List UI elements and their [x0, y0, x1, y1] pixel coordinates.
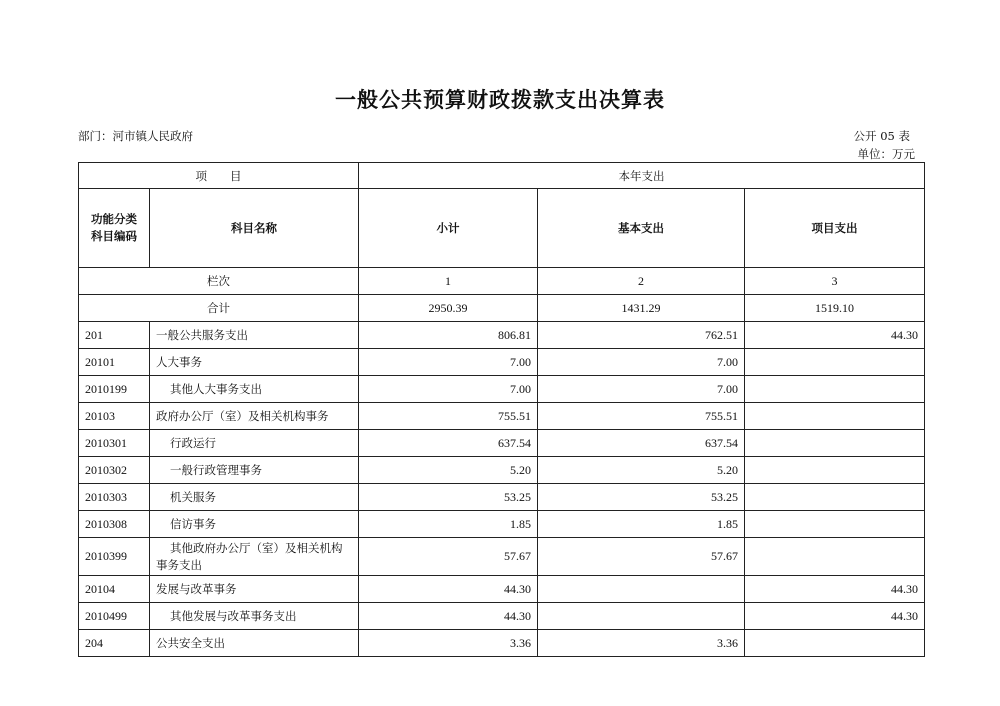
row-code: 201 — [79, 322, 150, 349]
row-code: 2010303 — [79, 484, 150, 511]
row-project — [745, 376, 925, 403]
table-row — [79, 430, 925, 457]
row-subtotal: 7.00 — [359, 349, 538, 376]
column-index-1: 1 — [359, 268, 538, 295]
row-name: 政府办公厅（室）及相关机构事务 — [150, 403, 359, 430]
column-index-label: 栏次 — [79, 268, 359, 295]
row-code: 204 — [79, 630, 150, 657]
row-project — [745, 630, 925, 657]
table-row — [79, 349, 925, 376]
row-project: 44.30 — [745, 603, 925, 630]
row-subtotal: 637.54 — [359, 430, 538, 457]
row-name: 一般公共服务支出 — [150, 322, 359, 349]
row-code: 2010302 — [79, 457, 150, 484]
row-name-line-2: 事务支出 — [156, 557, 202, 572]
row-basic — [538, 576, 745, 603]
row-code: 2010308 — [79, 511, 150, 538]
row-project: 44.30 — [745, 322, 925, 349]
row-project: 44.30 — [745, 576, 925, 603]
row-name: 其他人大事务支出 — [150, 376, 359, 403]
row-project — [745, 538, 925, 576]
row-name: 一般行政管理事务 — [150, 457, 359, 484]
row-subtotal: 755.51 — [359, 403, 538, 430]
form-number: 公开 05 表 — [853, 129, 910, 143]
row-subtotal: 3.36 — [359, 630, 538, 657]
row-project — [745, 484, 925, 511]
table-row — [79, 630, 925, 657]
row-name-line-1: 其他政府办公厅（室）及相关机构 — [170, 540, 343, 555]
row-subtotal: 5.20 — [359, 457, 538, 484]
row-basic: 5.20 — [538, 457, 745, 484]
row-subtotal: 44.30 — [359, 603, 538, 630]
row-basic: 755.51 — [538, 403, 745, 430]
table-row — [79, 538, 925, 576]
row-code: 2010399 — [79, 538, 150, 576]
header-name: 科目名称 — [150, 189, 359, 268]
table-row — [79, 457, 925, 484]
row-project — [745, 430, 925, 457]
department-label: 部门：河市镇人民政府 — [78, 129, 193, 143]
row-code: 2010301 — [79, 430, 150, 457]
header-code: 功能分类 科目编码 — [79, 189, 150, 268]
header-basic: 基本支出 — [538, 189, 745, 268]
column-index-row — [79, 268, 925, 295]
table-row — [79, 484, 925, 511]
row-project — [745, 457, 925, 484]
row-basic — [538, 603, 745, 630]
table-row — [79, 603, 925, 630]
row-name: 机关服务 — [150, 484, 359, 511]
total-row — [79, 295, 925, 322]
row-basic: 1.85 — [538, 511, 745, 538]
row-name: 行政运行 — [150, 430, 359, 457]
row-name: 信访事务 — [150, 511, 359, 538]
column-index-2: 2 — [538, 268, 745, 295]
row-basic: 53.25 — [538, 484, 745, 511]
column-index-3: 3 — [745, 268, 925, 295]
page-title: 一般公共预算财政拨款支出决算表 — [335, 87, 665, 112]
total-label: 合计 — [79, 295, 359, 322]
header-subtotal: 小计 — [359, 189, 538, 268]
row-subtotal: 806.81 — [359, 322, 538, 349]
header-row-1 — [79, 163, 925, 189]
row-code: 20103 — [79, 403, 150, 430]
row-name — [150, 538, 359, 576]
total-project: 1519.10 — [745, 295, 925, 322]
row-project — [745, 511, 925, 538]
table-row — [79, 322, 925, 349]
row-code: 2010199 — [79, 376, 150, 403]
row-basic: 637.54 — [538, 430, 745, 457]
unit-label: 单位：万元 — [857, 147, 915, 161]
row-subtotal: 1.85 — [359, 511, 538, 538]
row-name: 其他发展与改革事务支出 — [150, 603, 359, 630]
header-item: 项 目 — [79, 163, 359, 189]
header-current-year: 本年支出 — [359, 163, 925, 189]
row-name: 人大事务 — [150, 349, 359, 376]
row-basic: 7.00 — [538, 376, 745, 403]
row-subtotal: 7.00 — [359, 376, 538, 403]
header-project: 项目支出 — [745, 189, 925, 268]
row-subtotal: 57.67 — [359, 538, 538, 576]
row-subtotal: 53.25 — [359, 484, 538, 511]
row-project — [745, 403, 925, 430]
row-basic: 57.67 — [538, 538, 745, 576]
budget-table — [78, 162, 925, 657]
total-basic: 1431.29 — [538, 295, 745, 322]
row-subtotal: 44.30 — [359, 576, 538, 603]
row-name: 发展与改革事务 — [150, 576, 359, 603]
row-code: 20101 — [79, 349, 150, 376]
table-row — [79, 576, 925, 603]
table-row — [79, 511, 925, 538]
row-project — [745, 349, 925, 376]
table-row — [79, 403, 925, 430]
table-row — [79, 376, 925, 403]
row-code: 2010499 — [79, 603, 150, 630]
total-subtotal: 2950.39 — [359, 295, 538, 322]
row-basic: 762.51 — [538, 322, 745, 349]
row-code: 20104 — [79, 576, 150, 603]
header-row-2 — [79, 189, 925, 268]
row-name: 公共安全支出 — [150, 630, 359, 657]
row-basic: 3.36 — [538, 630, 745, 657]
row-basic: 7.00 — [538, 349, 745, 376]
